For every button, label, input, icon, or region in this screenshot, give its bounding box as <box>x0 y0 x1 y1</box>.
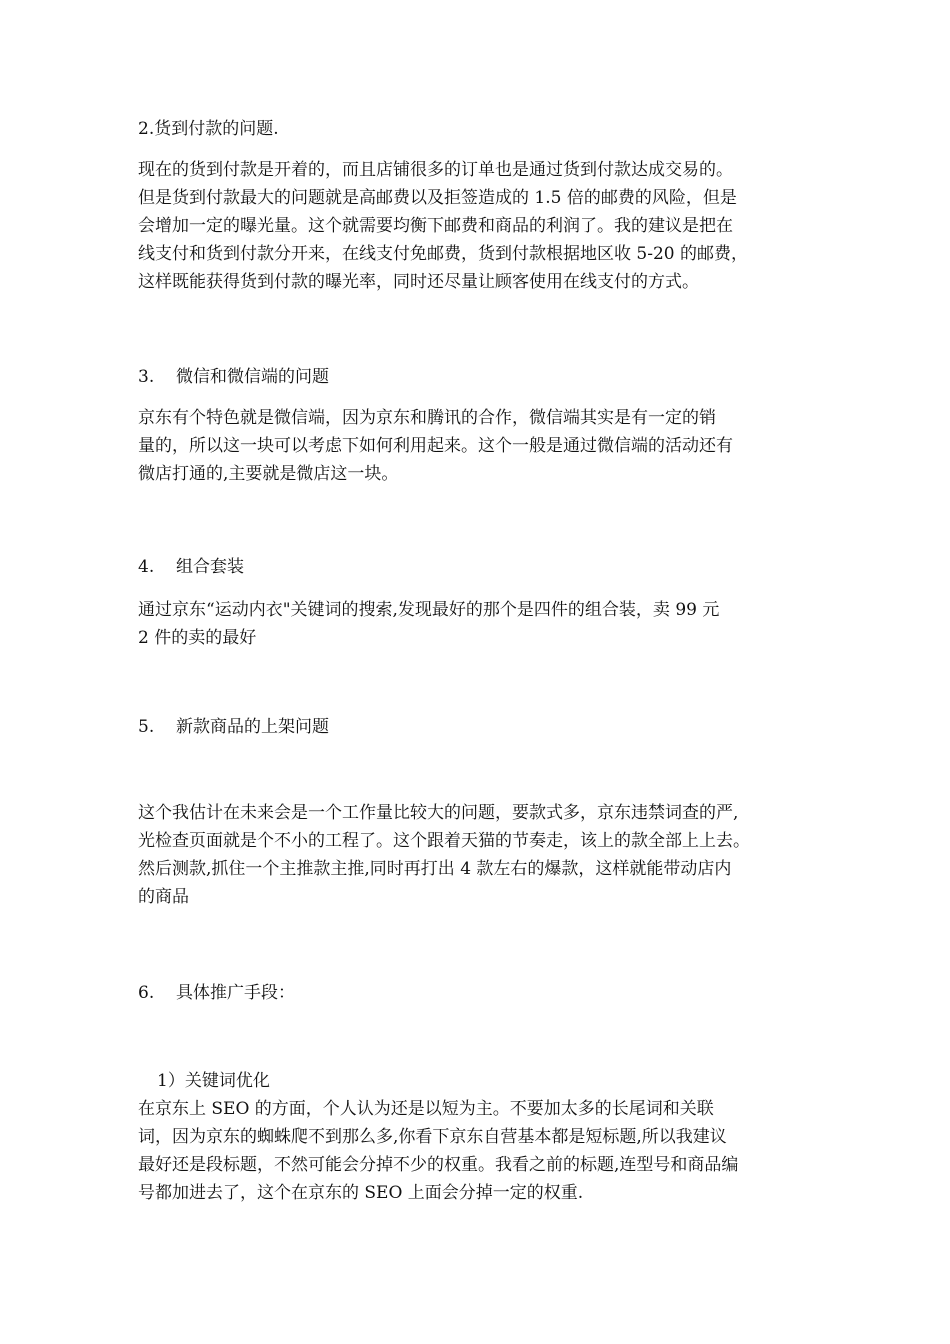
section-2-paragraph-line: 这样既能获得货到付款的曝光率，同时还尽量让顾客使用在线支付的方式。 <box>138 272 699 292</box>
section-5-paragraph-line: 的商品 <box>138 887 189 907</box>
section-6-heading <box>138 979 295 1007</box>
section-5-paragraph-line: 光检查页面就是个不小的工程了。这个跟着天猫的节奏走，该上的款全部上上去。 <box>138 831 750 851</box>
section-5-paragraph-line: 然后测款,抓住一个主推款主推,同时再打出 4 款左右的爆款，这样就能带动店内 <box>138 859 732 879</box>
section-2-paragraph-line: 但是货到付款最大的问题就是高邮费以及拒签造成的 1.5 倍的邮费的风险，但是 <box>138 188 737 208</box>
subsection-paragraph-line: 在京东上 SEO 的方面，个人认为还是以短为主。不要加太多的长尾词和关联 <box>138 1099 714 1119</box>
section-2-paragraph-line: 线支付和货到付款分开来，在线支付免邮费，货到付款根据地区收 5-20 的邮费， <box>138 244 748 264</box>
section-4-number: 4. <box>138 557 155 577</box>
section-3-heading <box>138 363 329 391</box>
section-2-heading: 2.货到付款的问题. <box>138 119 279 139</box>
subsection-heading: 1）关键词优化 <box>157 1071 270 1091</box>
subsection-paragraph-line: 词，因为京东的蜘蛛爬不到那么多,你看下京东自营基本都是短标题,所以我建议 <box>138 1127 727 1147</box>
section-3-title: 微信和微信端的问题 <box>176 367 329 387</box>
section-5-heading <box>138 713 329 741</box>
section-5-paragraph-line: 这个我估计在未来会是一个工作量比较大的问题，要款式多，京东违禁词查的严, <box>138 803 739 823</box>
section-5-number: 5. <box>138 717 155 737</box>
subsection-paragraph-line: 最好还是段标题，不然可能会分掉不少的权重。我看之前的标题,连型号和商品编 <box>138 1155 739 1175</box>
section-2-paragraph-line: 会增加一定的曝光量。这个就需要均衡下邮费和商品的利润了。我的建议是把在 <box>138 216 733 236</box>
section-3-paragraph-line: 微店打通的,主要就是微店这一块。 <box>138 464 399 484</box>
section-4-paragraph-line: 2 件的卖的最好 <box>138 628 257 648</box>
section-6-number: 6. <box>138 983 155 1003</box>
section-3-paragraph-line: 量的，所以这一块可以考虑下如何利用起来。这个一般是通过微信端的活动还有 <box>138 436 733 456</box>
section-4-title: 组合套装 <box>176 557 244 577</box>
subsection-paragraph-line: 号都加进去了，这个在京东的 SEO 上面会分掉一定的权重. <box>138 1183 584 1203</box>
section-4-heading <box>138 553 244 581</box>
section-3-number: 3. <box>138 367 155 387</box>
section-6-title: 具体推广手段： <box>176 983 295 1003</box>
section-3-paragraph-line: 京东有个特色就是微信端，因为京东和腾讯的合作，微信端其实是有一定的销 <box>138 408 716 428</box>
section-2-paragraph-line: 现在的货到付款是开着的，而且店铺很多的订单也是通过货到付款达成交易的。 <box>138 160 733 180</box>
section-4-paragraph-line: 通过京东“运动内衣"关键词的搜索,发现最好的那个是四件的组合装，卖 99 元 <box>138 600 720 620</box>
section-5-title: 新款商品的上架问题 <box>176 717 329 737</box>
